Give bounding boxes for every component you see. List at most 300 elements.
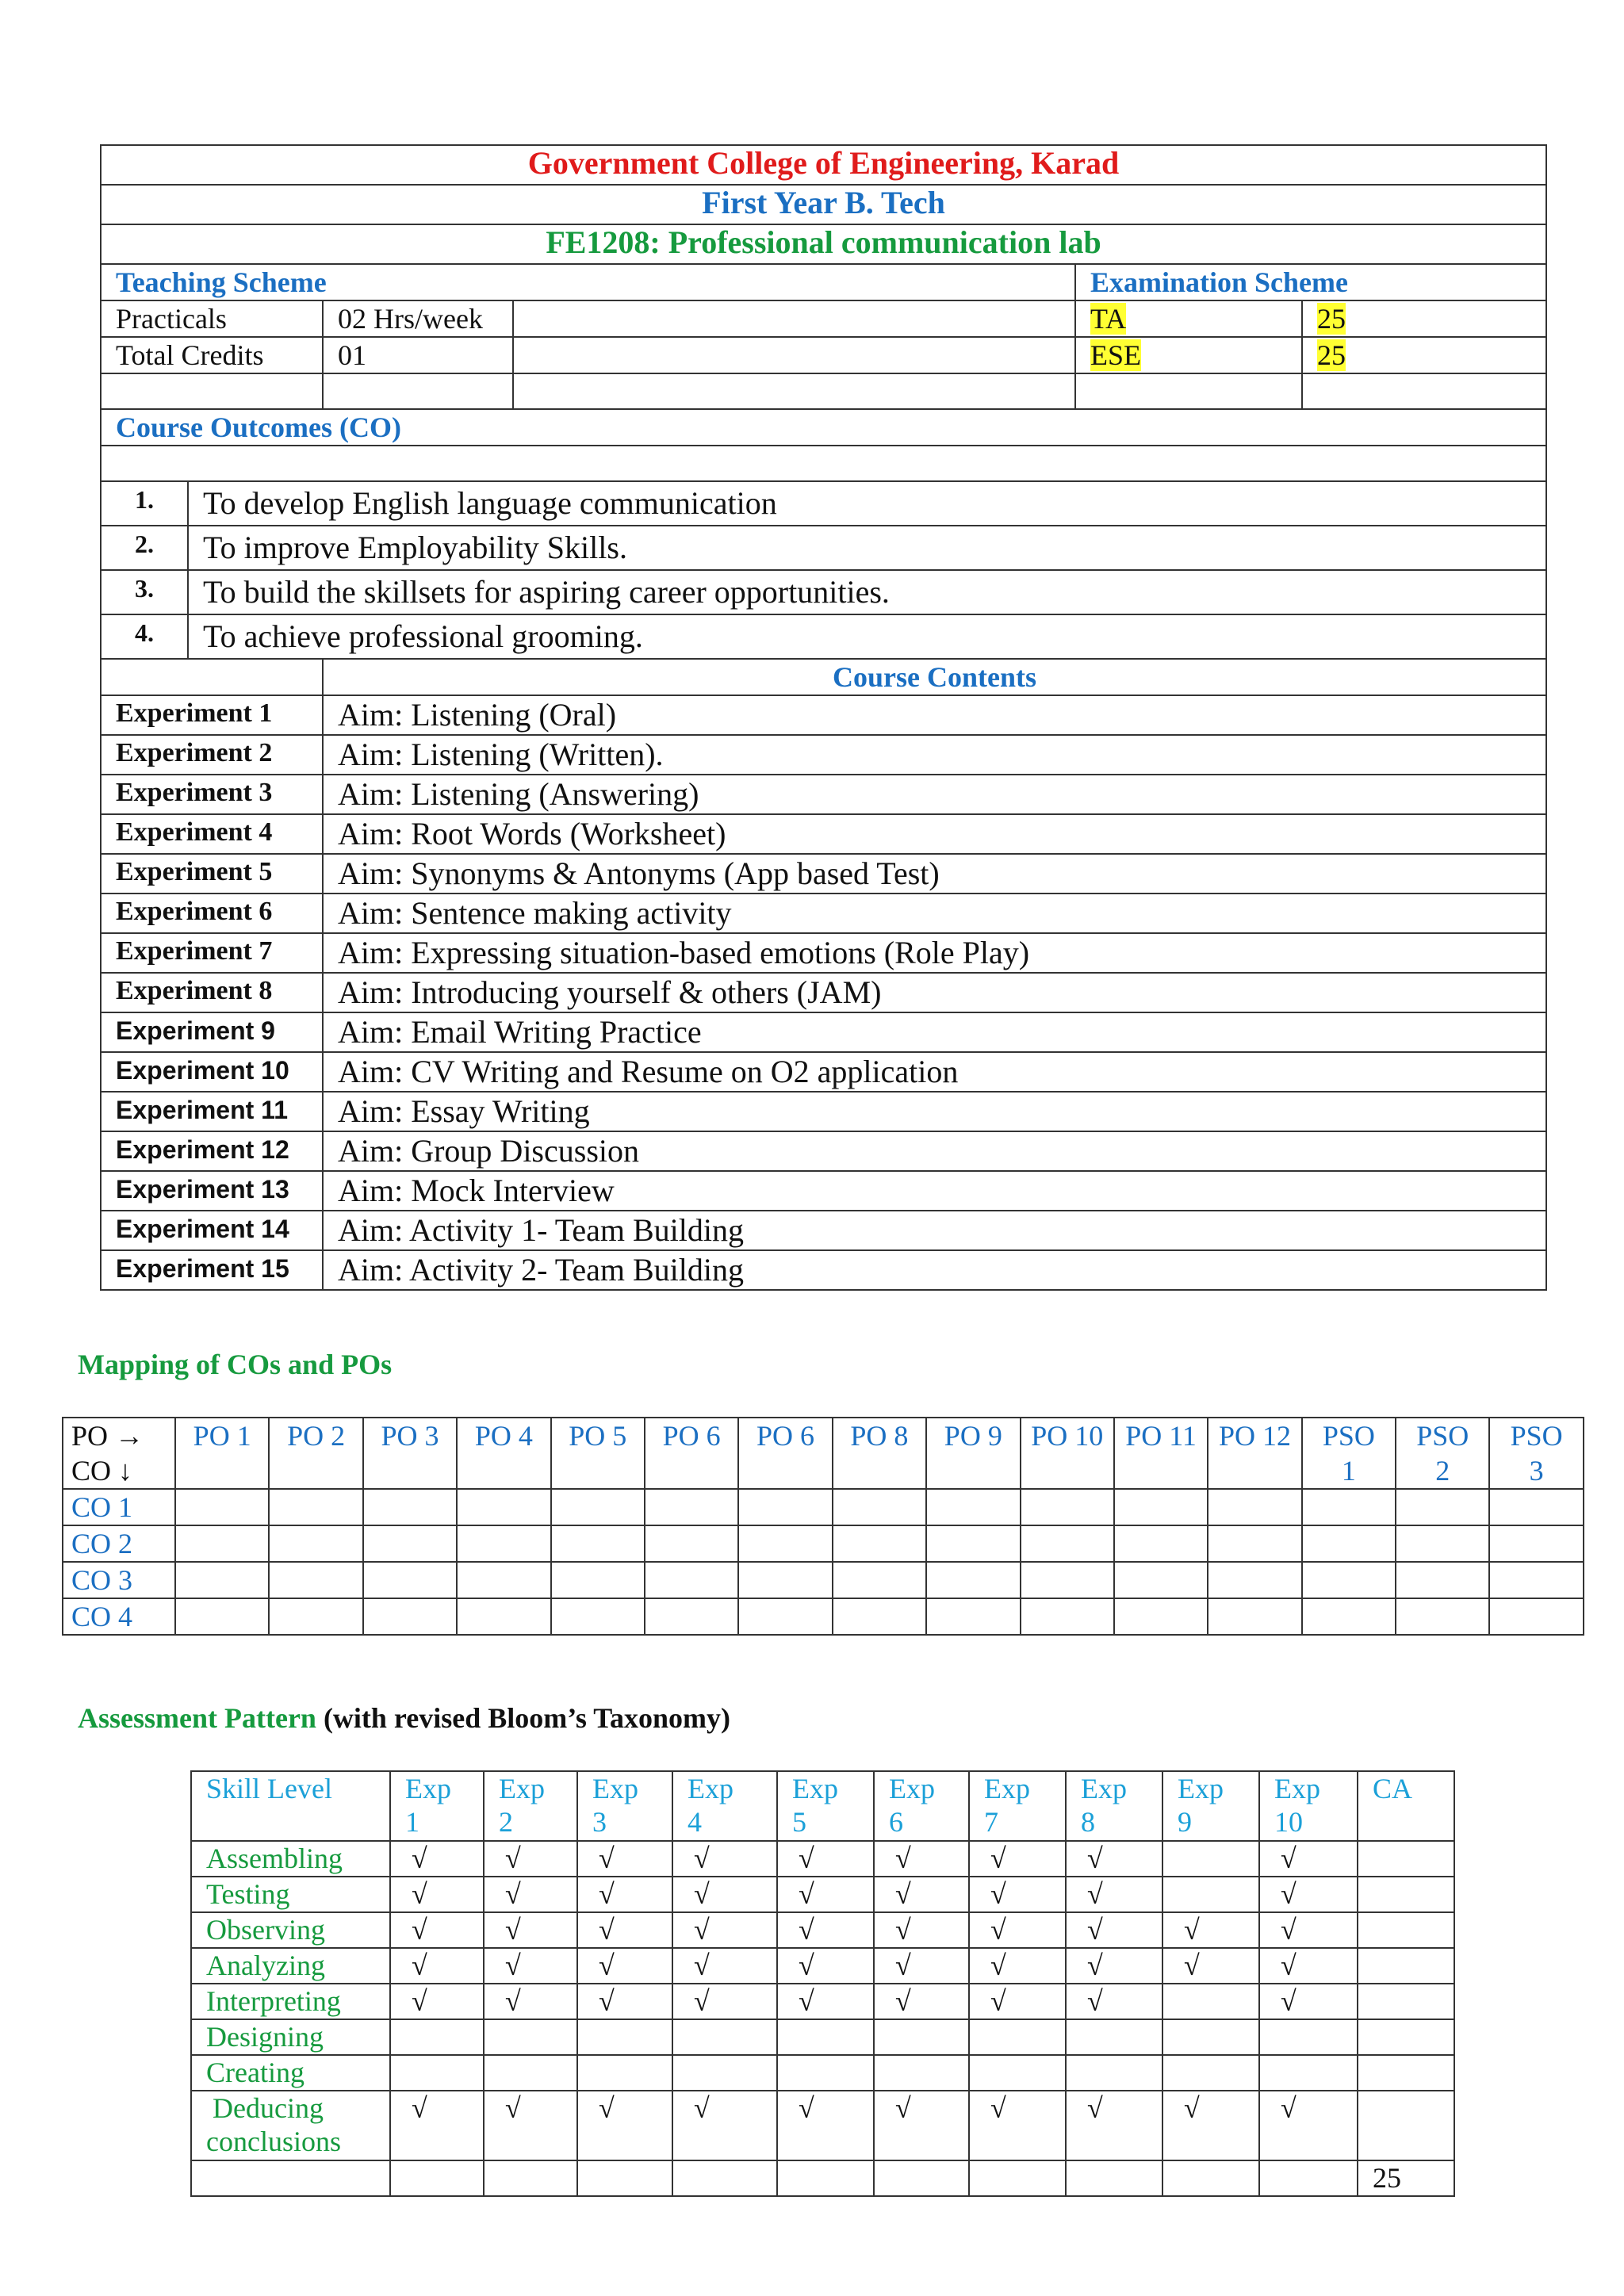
assessment-title [78, 1701, 730, 1735]
check-cell: √ [484, 2091, 577, 2160]
exp-header-a: Exp [792, 1773, 838, 1804]
check-cell [874, 2019, 969, 2055]
po-header: PO 3 [363, 1418, 457, 1489]
exam-scheme-title: Examination Scheme [1075, 264, 1546, 300]
po-header: PO 1 [175, 1418, 269, 1489]
experiment-label: Experiment 15 [101, 1250, 323, 1290]
mapping-cell [645, 1489, 738, 1525]
experiment-row [101, 1012, 1546, 1052]
ca-cell [1358, 2091, 1454, 2160]
mapping-cell [1021, 1598, 1114, 1635]
college-name: Government College of Engineering, Karad [101, 145, 1546, 185]
po-header: PO 6 [645, 1418, 738, 1489]
check-cell: √ [777, 1984, 874, 2019]
scheme-row [101, 337, 1546, 373]
experiment-row [101, 814, 1546, 854]
po-header: PO 2 [269, 1418, 362, 1489]
exp-header [1162, 1771, 1259, 1841]
experiment-aim: Aim: CV Writing and Resume on O2 application [323, 1052, 1546, 1092]
total-empty-cell [577, 2160, 672, 2196]
mapping-row [63, 1489, 1584, 1525]
check-cell: √ [1259, 2091, 1358, 2160]
ca-header: CA [1358, 1771, 1454, 1841]
outcome-number: 4. [101, 614, 188, 659]
mapping-cell [833, 1525, 926, 1562]
check-cell: √ [390, 2091, 484, 2160]
outcome-row [101, 570, 1546, 614]
experiment-aim: Aim: Expressing situation-based emotions (Role Play) [323, 933, 1546, 973]
mapping-row [63, 1598, 1584, 1635]
exp-header-a: Exp [405, 1773, 451, 1804]
po-header: PO 9 [926, 1418, 1020, 1489]
assessment-row [191, 1841, 1454, 1877]
scheme-value: 02 Hrs/week [323, 300, 513, 337]
corner-co: CO ↓ [71, 1455, 133, 1487]
check-cell [1066, 2019, 1162, 2055]
syllabus-table [100, 144, 1547, 1291]
ca-cell [1358, 2055, 1454, 2091]
exp-header-a: Exp [592, 1773, 638, 1804]
total-empty-cell [969, 2160, 1066, 2196]
skill-label: Analyzing [191, 1948, 390, 1984]
pso-header-a: PSO [1416, 1420, 1469, 1452]
mapping-cell [1396, 1489, 1489, 1525]
assessment-header-row [191, 1771, 1454, 1841]
exam-marks-text: 25 [1317, 303, 1346, 335]
experiment-label: Experiment 13 [101, 1171, 323, 1211]
outcome-row [101, 526, 1546, 570]
ca-cell [1358, 1984, 1454, 2019]
mapping-cell [645, 1525, 738, 1562]
skill-label: Testing [191, 1877, 390, 1912]
exp-header [672, 1771, 777, 1841]
mapping-cell [457, 1525, 550, 1562]
outcome-row [101, 614, 1546, 659]
check-cell [777, 2019, 874, 2055]
scheme-empty [513, 337, 1075, 373]
check-cell: √ [1066, 1948, 1162, 1984]
course-title: FE1208: Professional communication lab [101, 224, 1546, 264]
check-cell: √ [577, 1841, 672, 1877]
mapping-cell [1302, 1525, 1396, 1562]
mapping-cell [1114, 1489, 1208, 1525]
mapping-cell [363, 1598, 457, 1635]
pso-header-b: 3 [1529, 1455, 1544, 1487]
exp-header-a: Exp [1081, 1773, 1127, 1804]
check-cell: √ [672, 1841, 777, 1877]
pso-header-b: 1 [1341, 1455, 1356, 1487]
exp-header [1259, 1771, 1358, 1841]
mapping-cell [457, 1489, 550, 1525]
check-cell [969, 2055, 1066, 2091]
check-cell: √ [874, 1877, 969, 1912]
assessment-row [191, 1877, 1454, 1912]
mapping-cell [926, 1562, 1020, 1598]
skill-label: Designing [191, 2019, 390, 2055]
check-cell: √ [874, 2091, 969, 2160]
check-cell: √ [1259, 1984, 1358, 2019]
po-header: PO 5 [551, 1418, 645, 1489]
mapping-cell [269, 1562, 362, 1598]
experiment-label: Experiment 5 [101, 854, 323, 894]
experiment-row [101, 973, 1546, 1012]
mapping-cell [1208, 1562, 1301, 1598]
mapping-cell [1396, 1562, 1489, 1598]
exp-header-b: 8 [1081, 1806, 1095, 1838]
check-cell: √ [577, 1877, 672, 1912]
check-cell: √ [777, 1912, 874, 1948]
scheme-value: 01 [323, 337, 513, 373]
year-title: First Year B. Tech [101, 185, 1546, 224]
total-empty-cell [874, 2160, 969, 2196]
mapping-cell [1208, 1525, 1301, 1562]
exp-header-a: Exp [1178, 1773, 1224, 1804]
check-cell: √ [1259, 1912, 1358, 1948]
exp-header [484, 1771, 577, 1841]
assessment-title-black: (with revised Bloom’s Taxonomy) [323, 1702, 730, 1734]
check-cell: √ [969, 1984, 1066, 2019]
check-cell: √ [1259, 1841, 1358, 1877]
mapping-cell [269, 1489, 362, 1525]
exp-header-b: 6 [889, 1806, 903, 1838]
check-cell: √ [1066, 1984, 1162, 2019]
mapping-cell [269, 1525, 362, 1562]
check-cell [672, 2055, 777, 2091]
check-cell: √ [577, 1948, 672, 1984]
check-cell: √ [484, 1877, 577, 1912]
exp-header [969, 1771, 1066, 1841]
experiment-label: Experiment 11 [101, 1092, 323, 1131]
mapping-cell [551, 1525, 645, 1562]
check-cell: √ [672, 1877, 777, 1912]
experiment-label: Experiment 1 [101, 695, 323, 735]
check-cell: √ [777, 1948, 874, 1984]
co-label: CO 4 [63, 1598, 175, 1635]
experiment-aim: Aim: Sentence making activity [323, 894, 1546, 933]
check-cell: √ [390, 1948, 484, 1984]
mapping-cell [738, 1562, 832, 1598]
experiment-row [101, 735, 1546, 775]
outcome-text: To build the skillsets for aspiring career opportunities. [188, 570, 1546, 614]
experiment-row [101, 894, 1546, 933]
mapping-cell [1489, 1525, 1583, 1562]
experiment-aim: Aim: Listening (Oral) [323, 695, 1546, 735]
check-cell: √ [777, 1841, 874, 1877]
outcomes-title: Course Outcomes (CO) [101, 409, 1546, 446]
contents-title: Course Contents [323, 659, 1546, 695]
exam-type [1075, 300, 1302, 337]
mapping-cell [175, 1525, 269, 1562]
check-cell: √ [484, 1912, 577, 1948]
check-cell: √ [672, 1912, 777, 1948]
check-cell [1162, 1984, 1259, 2019]
experiment-aim: Aim: Email Writing Practice [323, 1012, 1546, 1052]
po-header: PO 11 [1114, 1418, 1208, 1489]
mapping-cell [833, 1598, 926, 1635]
mapping-cell [1396, 1525, 1489, 1562]
skill-label: Interpreting [191, 1984, 390, 2019]
mapping-cell [363, 1525, 457, 1562]
experiment-label: Experiment 14 [101, 1211, 323, 1250]
outcome-row [101, 481, 1546, 526]
check-cell: √ [390, 1984, 484, 2019]
mapping-cell [926, 1489, 1020, 1525]
check-cell: √ [577, 2091, 672, 2160]
check-cell: √ [390, 1877, 484, 1912]
exp-header-b: 2 [499, 1806, 513, 1838]
mapping-cell [175, 1598, 269, 1635]
check-cell [577, 2019, 672, 2055]
pso-header [1302, 1418, 1396, 1489]
check-cell: √ [484, 1841, 577, 1877]
scheme-row [101, 300, 1546, 337]
mapping-cell [1021, 1562, 1114, 1598]
experiment-aim: Aim: Root Words (Worksheet) [323, 814, 1546, 854]
check-cell [874, 2055, 969, 2091]
experiment-aim: Aim: Synonyms & Antonyms (App based Test) [323, 854, 1546, 894]
check-cell: √ [969, 1841, 1066, 1877]
skill-level-header: Skill Level [191, 1771, 390, 1841]
po-header: PO 12 [1208, 1418, 1301, 1489]
assessment-row [191, 1984, 1454, 2019]
check-cell: √ [1066, 1877, 1162, 1912]
assessment-row [191, 2019, 1454, 2055]
check-cell: √ [577, 1912, 672, 1948]
check-cell: √ [969, 2091, 1066, 2160]
experiment-aim: Aim: Listening (Answering) [323, 775, 1546, 814]
skill-label: Observing [191, 1912, 390, 1948]
check-cell [1066, 2055, 1162, 2091]
total-empty-cell [191, 2160, 390, 2196]
check-cell: √ [1066, 1841, 1162, 1877]
experiment-row [101, 1092, 1546, 1131]
check-cell: √ [672, 1984, 777, 2019]
exp-header [390, 1771, 484, 1841]
total-empty-cell [1066, 2160, 1162, 2196]
ca-cell [1358, 2019, 1454, 2055]
mapping-cell [1021, 1525, 1114, 1562]
exam-type-text: ESE [1090, 339, 1142, 371]
mapping-cell [833, 1562, 926, 1598]
exp-header-a: Exp [499, 1773, 545, 1804]
exp-header-b: 5 [792, 1806, 806, 1838]
mapping-cell [1302, 1489, 1396, 1525]
mapping-cell [833, 1489, 926, 1525]
experiment-label: Experiment 2 [101, 735, 323, 775]
experiment-aim: Aim: Introducing yourself & others (JAM) [323, 973, 1546, 1012]
ca-cell [1358, 1877, 1454, 1912]
outcome-text: To achieve professional grooming. [188, 614, 1546, 659]
check-cell [1162, 2019, 1259, 2055]
check-cell [484, 2055, 577, 2091]
exp-header-b: 4 [688, 1806, 702, 1838]
check-cell: √ [577, 1984, 672, 2019]
mapping-cell [738, 1525, 832, 1562]
total-empty-cell [1162, 2160, 1259, 2196]
total-empty-cell [672, 2160, 777, 2196]
mapping-cell [1208, 1489, 1301, 1525]
check-cell: √ [874, 1948, 969, 1984]
exp-header-a: Exp [984, 1773, 1030, 1804]
exam-type-text: TA [1090, 303, 1127, 335]
mapping-cell [1208, 1598, 1301, 1635]
check-cell: √ [672, 1948, 777, 1984]
check-cell: √ [484, 1948, 577, 1984]
assessment-total: 25 [1358, 2160, 1454, 2196]
exp-header-b: 10 [1274, 1806, 1303, 1838]
assessment-row [191, 1948, 1454, 1984]
corner-po: PO → [71, 1420, 144, 1452]
check-cell [1162, 1841, 1259, 1877]
check-cell: √ [1162, 2091, 1259, 2160]
check-cell [969, 2019, 1066, 2055]
experiment-rows [101, 695, 1546, 1290]
skill-label: Creating [191, 2055, 390, 2091]
check-cell: √ [969, 1912, 1066, 1948]
co-label: CO 2 [63, 1525, 175, 1562]
assessment-table [190, 1770, 1455, 2197]
assessment-row [191, 1912, 1454, 1948]
mapping-cell [1114, 1598, 1208, 1635]
experiment-row [101, 1131, 1546, 1171]
check-cell: √ [1066, 2091, 1162, 2160]
skill-label-b: conclusions [206, 2126, 341, 2157]
contents-corner [101, 659, 323, 695]
mapping-row [63, 1525, 1584, 1562]
co-label: CO 3 [63, 1562, 175, 1598]
mapping-cell [738, 1598, 832, 1635]
exp-header-b: 7 [984, 1806, 998, 1838]
experiment-aim: Aim: Essay Writing [323, 1092, 1546, 1131]
check-cell: √ [874, 1912, 969, 1948]
exam-marks [1302, 337, 1546, 373]
check-cell: √ [1259, 1948, 1358, 1984]
mapping-cell [175, 1489, 269, 1525]
exp-header-a: Exp [889, 1773, 935, 1804]
pso-header-a: PSO [1510, 1420, 1563, 1452]
experiment-label: Experiment 3 [101, 775, 323, 814]
experiment-row [101, 1052, 1546, 1092]
experiment-label: Experiment 10 [101, 1052, 323, 1092]
check-cell [1162, 2055, 1259, 2091]
check-cell: √ [874, 1841, 969, 1877]
exam-type [1075, 337, 1302, 373]
po-header: PO 6 [738, 1418, 832, 1489]
experiment-label: Experiment 12 [101, 1131, 323, 1171]
outcome-number: 2. [101, 526, 188, 570]
outcome-text: To develop English language communication [188, 481, 1546, 526]
mapping-cell [175, 1562, 269, 1598]
check-cell: √ [672, 2091, 777, 2160]
pso-header-a: PSO [1322, 1420, 1375, 1452]
check-cell [1162, 1877, 1259, 1912]
check-cell: √ [777, 1877, 874, 1912]
scheme-label: Total Credits [101, 337, 323, 373]
experiment-row [101, 854, 1546, 894]
experiment-aim: Aim: Activity 2- Team Building [323, 1250, 1546, 1290]
outcome-number: 3. [101, 570, 188, 614]
check-cell: √ [1066, 1912, 1162, 1948]
exp-header-a: Exp [688, 1773, 733, 1804]
mapping-cell [551, 1562, 645, 1598]
scheme-empty [513, 300, 1075, 337]
scheme-label: Practicals [101, 300, 323, 337]
mapping-cell [1114, 1525, 1208, 1562]
mapping-cell [363, 1489, 457, 1525]
scheme-blank-row [101, 373, 1546, 409]
mapping-cell [645, 1562, 738, 1598]
check-cell: √ [1162, 1912, 1259, 1948]
experiment-row [101, 933, 1546, 973]
experiment-row [101, 1211, 1546, 1250]
total-empty-cell [1259, 2160, 1358, 2196]
experiment-label: Experiment 7 [101, 933, 323, 973]
experiment-aim: Aim: Activity 1- Team Building [323, 1211, 1546, 1250]
total-empty-cell [484, 2160, 577, 2196]
experiment-aim: Aim: Listening (Written). [323, 735, 1546, 775]
check-cell: √ [390, 1912, 484, 1948]
mapping-cell [1489, 1562, 1583, 1598]
experiment-row [101, 1250, 1546, 1290]
mapping-cell [1489, 1489, 1583, 1525]
experiment-row [101, 1171, 1546, 1211]
experiment-row [101, 695, 1546, 735]
ca-cell [1358, 1948, 1454, 1984]
assessment-row [191, 2091, 1454, 2160]
check-cell [777, 2055, 874, 2091]
exp-header [577, 1771, 672, 1841]
check-cell: √ [874, 1984, 969, 2019]
mapping-cell [269, 1598, 362, 1635]
experiment-aim: Aim: Group Discussion [323, 1131, 1546, 1171]
ca-cell [1358, 1912, 1454, 1948]
mapping-cell [926, 1598, 1020, 1635]
experiment-label: Experiment 4 [101, 814, 323, 854]
mapping-cell [1302, 1562, 1396, 1598]
experiment-label: Experiment 9 [101, 1012, 323, 1052]
mapping-cell [363, 1562, 457, 1598]
mapping-cell [457, 1562, 550, 1598]
po-header: PO 10 [1021, 1418, 1114, 1489]
check-cell: √ [777, 2091, 874, 2160]
outcome-number: 1. [101, 481, 188, 526]
mapping-cell [645, 1598, 738, 1635]
mapping-cell [551, 1598, 645, 1635]
mapping-cell [926, 1525, 1020, 1562]
pso-header [1396, 1418, 1489, 1489]
check-cell: √ [484, 1984, 577, 2019]
mapping-cell [457, 1598, 550, 1635]
check-cell [484, 2019, 577, 2055]
exp-header [1066, 1771, 1162, 1841]
mapping-cell [738, 1489, 832, 1525]
skill-label [191, 2091, 390, 2160]
pso-header [1489, 1418, 1583, 1489]
check-cell: √ [969, 1877, 1066, 1912]
exp-header-b: 1 [405, 1806, 419, 1838]
check-cell [672, 2019, 777, 2055]
experiment-label: Experiment 8 [101, 973, 323, 1012]
check-cell [390, 2055, 484, 2091]
mapping-row [63, 1562, 1584, 1598]
check-cell: √ [390, 1841, 484, 1877]
outcome-text: To improve Employability Skills. [188, 526, 1546, 570]
outcomes-blank-row [101, 446, 1546, 481]
mapping-cell [1396, 1598, 1489, 1635]
mapping-cell [1302, 1598, 1396, 1635]
check-cell [1259, 2019, 1358, 2055]
po-header: PO 8 [833, 1418, 926, 1489]
